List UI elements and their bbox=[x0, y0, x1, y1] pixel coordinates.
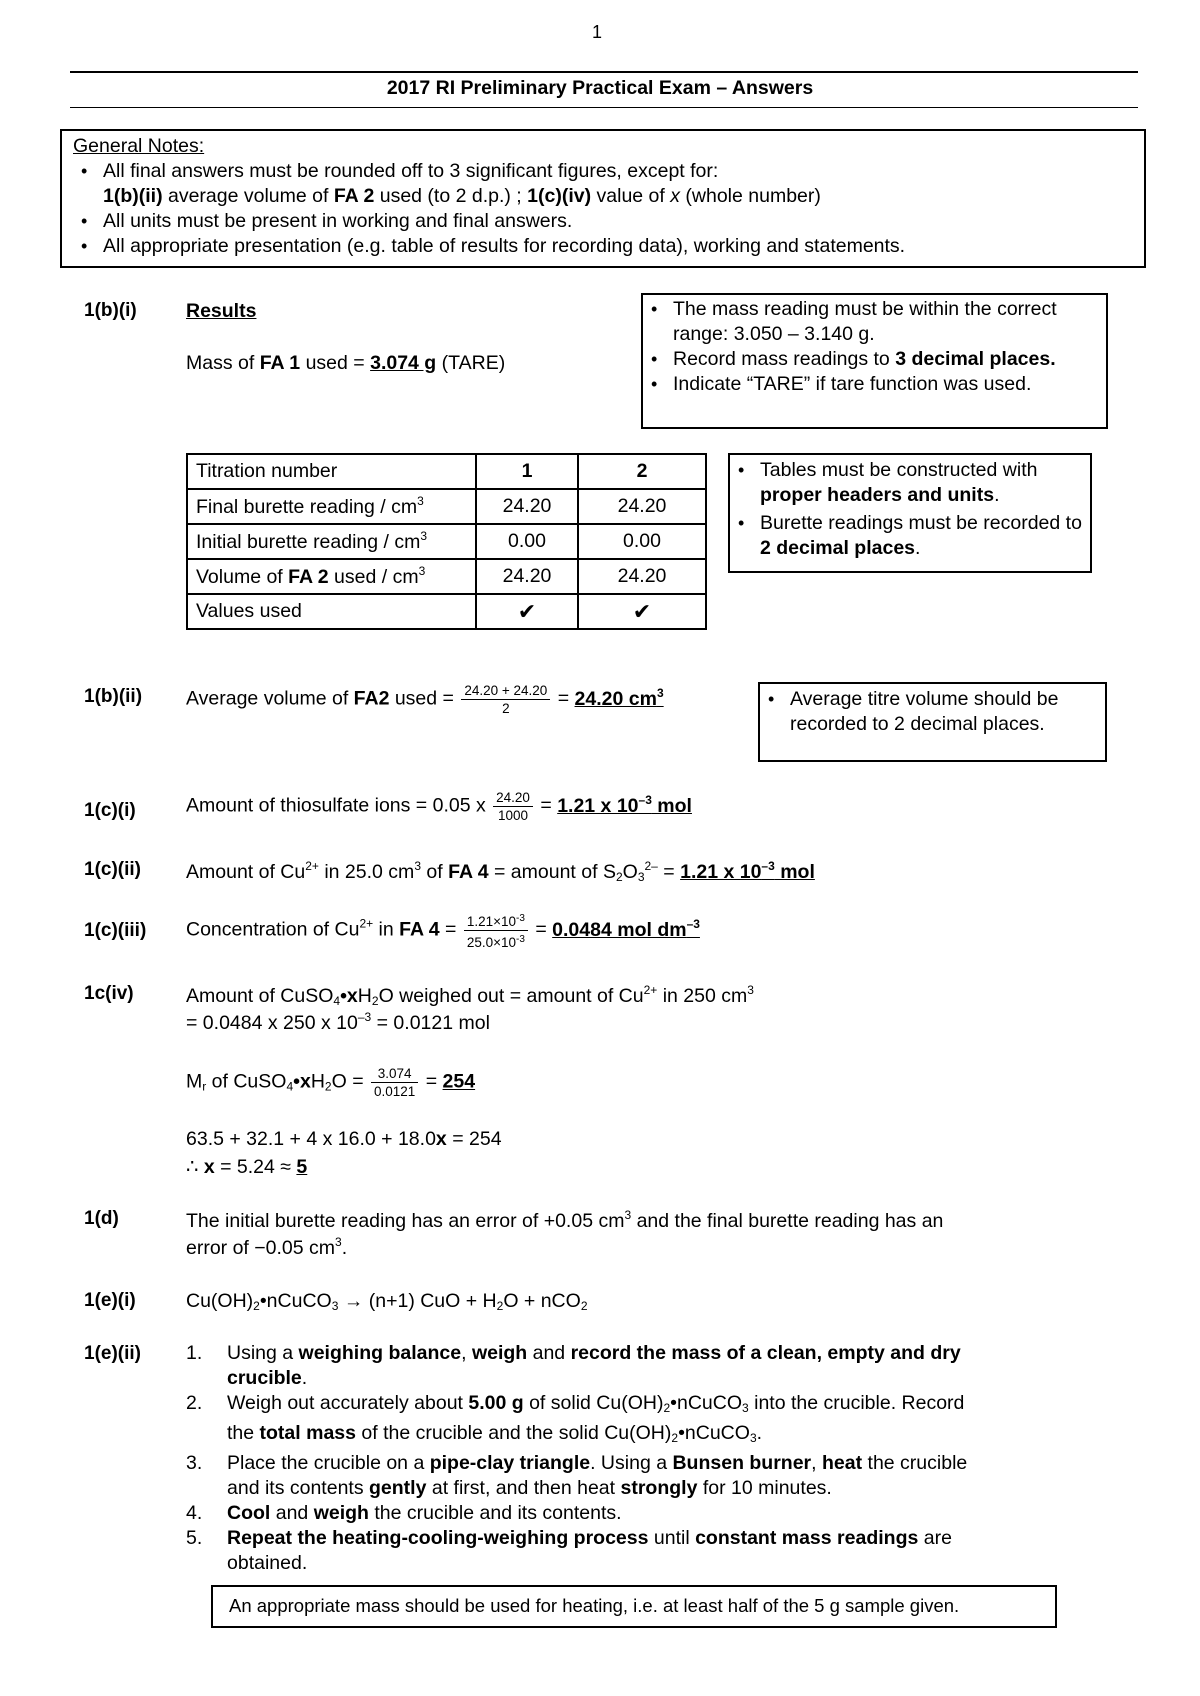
title-bottom-rule bbox=[70, 107, 1138, 108]
sub: 3 bbox=[331, 1299, 339, 1313]
text: of the crucible and the solid Cu(OH) bbox=[355, 1422, 672, 1444]
text: , bbox=[811, 1452, 822, 1474]
mass-notes-box bbox=[641, 293, 1108, 429]
procedure-step-5 bbox=[186, 1526, 1106, 1576]
note-x: x bbox=[670, 185, 680, 207]
note-text: (whole number) bbox=[679, 185, 821, 207]
text: . bbox=[915, 537, 921, 559]
text: •nCuCO bbox=[670, 1392, 743, 1414]
x: x bbox=[346, 985, 358, 1007]
general-notes-box bbox=[60, 129, 1146, 268]
text: in 25.0 cm bbox=[318, 861, 415, 883]
text: O = bbox=[331, 1070, 370, 1093]
text: . bbox=[301, 1367, 308, 1389]
text: = bbox=[529, 918, 553, 941]
text: = 254 bbox=[446, 1128, 502, 1150]
sup: 3 bbox=[624, 1208, 632, 1222]
text: H bbox=[357, 985, 372, 1007]
table-row bbox=[187, 454, 706, 489]
text: for 10 minutes. bbox=[697, 1477, 832, 1499]
sup: –3 bbox=[761, 859, 775, 873]
concentration-line bbox=[186, 910, 700, 951]
text: used = bbox=[300, 352, 371, 374]
thiosulfate-answer bbox=[557, 792, 692, 817]
cell-text: Volume of bbox=[196, 566, 289, 588]
text: in 250 cm bbox=[657, 985, 748, 1007]
cell-text: Final burette reading / cm bbox=[196, 496, 418, 518]
results-heading: Results bbox=[186, 300, 257, 322]
sup: 3 bbox=[747, 983, 754, 997]
denominator bbox=[464, 931, 528, 951]
text: 63.5 + 32.1 + 4 x 16.0 + 18.0 bbox=[186, 1128, 436, 1150]
den-text: 25.0×10 bbox=[466, 935, 517, 950]
text: . Using a bbox=[590, 1452, 673, 1474]
text: •nCuCO bbox=[259, 1290, 332, 1312]
table-notes-box bbox=[728, 453, 1092, 573]
sub: r bbox=[202, 1079, 207, 1094]
text: O weighed out = amount of Cu bbox=[378, 985, 644, 1007]
text-bold: record the mass of a clean, empty and dry bbox=[570, 1342, 961, 1364]
procedure-step-2 bbox=[186, 1391, 1106, 1451]
table-cell: 24.20 bbox=[476, 559, 578, 594]
sub: 3 bbox=[637, 870, 645, 884]
cu-amount-line bbox=[186, 859, 815, 884]
table-note-2 bbox=[730, 511, 1086, 561]
text: O + nCO bbox=[503, 1290, 581, 1312]
label-1ei: 1(e)(i) bbox=[84, 1290, 136, 1311]
dot: • bbox=[293, 1070, 300, 1093]
table-cell bbox=[187, 524, 476, 559]
text-bold: crucible bbox=[227, 1367, 302, 1389]
answer: 0.0484 mol dm bbox=[552, 918, 687, 941]
average-note: • Average titre volume should be recorded to 2 decimal places. bbox=[760, 687, 1101, 737]
text: , bbox=[461, 1342, 472, 1364]
mr-answer: 254 bbox=[442, 1070, 476, 1093]
denominator: 1000 bbox=[498, 808, 529, 823]
table-header-cell: 1 bbox=[476, 454, 578, 489]
sub: 2 bbox=[671, 1431, 679, 1445]
text: Average volume of bbox=[186, 687, 354, 710]
text: M bbox=[186, 1070, 203, 1093]
therefore-symbol: ∴ bbox=[186, 1156, 204, 1178]
label-1ciii: 1(c)(iii) bbox=[84, 920, 147, 941]
text: error of −0.05 cm bbox=[186, 1237, 336, 1259]
mass-note-1: • The mass reading must be within the correct range: 3.050 – 3.140 g. bbox=[643, 297, 1102, 347]
thiosulfate-fraction bbox=[493, 789, 533, 824]
text: . bbox=[994, 484, 1000, 506]
dot: • bbox=[340, 985, 347, 1007]
mass-note-3: • Indicate “TARE” if tare function was used. bbox=[643, 372, 1102, 397]
error-line-1 bbox=[186, 1208, 943, 1233]
text: and bbox=[527, 1342, 571, 1364]
heating-note-box bbox=[211, 1585, 1057, 1628]
text: •nCuCO bbox=[678, 1422, 750, 1444]
step-number: 3. bbox=[186, 1452, 203, 1474]
text-bold: Cool bbox=[227, 1502, 271, 1524]
text: The initial burette reading has an error of +0.05 cm bbox=[186, 1210, 625, 1232]
sup: 3 bbox=[420, 529, 428, 543]
table-header-cell: Titration number bbox=[187, 454, 476, 489]
text: = bbox=[657, 861, 681, 883]
text: the crucible bbox=[862, 1452, 968, 1474]
mr-line bbox=[186, 1065, 475, 1100]
cu-amount-answer bbox=[680, 861, 815, 883]
page-number: 1 bbox=[592, 22, 603, 42]
procedure-step-1 bbox=[186, 1341, 1106, 1391]
check-icon: ✔ bbox=[578, 594, 706, 629]
text: = 0.0121 mol bbox=[371, 1012, 490, 1034]
table-cell: 0.00 bbox=[476, 524, 578, 559]
text: and its contents bbox=[227, 1477, 370, 1499]
general-note-1 bbox=[73, 159, 1144, 209]
mass-note-2 bbox=[643, 347, 1102, 372]
sup: 3 bbox=[656, 685, 664, 700]
page-title: 2017 RI Preliminary Practical Exam – Answers bbox=[386, 77, 814, 99]
text: are bbox=[918, 1527, 952, 1549]
label-1ci: 1(c)(i) bbox=[84, 800, 136, 821]
x: x bbox=[203, 1156, 215, 1178]
text: in bbox=[373, 918, 400, 941]
text: H bbox=[310, 1070, 325, 1093]
text: and bbox=[270, 1502, 314, 1524]
x: x bbox=[299, 1070, 311, 1093]
sup: -3 bbox=[516, 913, 525, 924]
text: into the crucible. Record bbox=[748, 1392, 965, 1414]
table-cell: 24.20 bbox=[476, 489, 578, 524]
answer: 1.21 x 10 bbox=[557, 794, 639, 817]
note-text: used (to 2 d.p.) ; bbox=[374, 185, 528, 207]
sub: 3 bbox=[742, 1401, 749, 1415]
text: = 0.0484 x 250 x 10 bbox=[186, 1012, 358, 1034]
sup: 3 bbox=[418, 564, 426, 578]
general-note-2: • All units must be present in working and final answers. bbox=[73, 209, 1144, 234]
sup: –3 bbox=[686, 916, 700, 931]
fa4: FA 4 bbox=[399, 918, 440, 941]
sub: 2 bbox=[253, 1299, 260, 1313]
sub: 2 bbox=[496, 1299, 504, 1313]
x: x bbox=[435, 1128, 447, 1150]
table-row bbox=[187, 559, 706, 594]
text: Place the crucible on a bbox=[227, 1452, 430, 1474]
text: and the final burette reading has an bbox=[631, 1210, 944, 1232]
text-bold: weigh bbox=[471, 1342, 528, 1364]
table-note-1 bbox=[730, 458, 1086, 508]
text-bold: 3 decimal places. bbox=[895, 348, 1056, 370]
note-ref-1civ: 1(c)(iv) bbox=[527, 185, 592, 207]
text: . bbox=[341, 1237, 348, 1259]
text-bold: 5.00 g bbox=[468, 1392, 524, 1414]
text: Tables must be constructed with bbox=[760, 459, 1038, 481]
label-1bii: 1(b)(ii) bbox=[84, 686, 143, 707]
fa1: FA 1 bbox=[259, 352, 301, 374]
procedure-step-3 bbox=[186, 1451, 1106, 1501]
thiosulfate-line bbox=[186, 789, 692, 824]
text: the bbox=[227, 1422, 260, 1444]
label-1bi: 1(b)(i) bbox=[84, 300, 137, 321]
answer: 24.20 cm bbox=[574, 687, 657, 710]
step-number: 2. bbox=[186, 1392, 203, 1414]
text: = bbox=[552, 687, 575, 710]
answer: 1.21 x 10 bbox=[680, 861, 762, 883]
procedure-step-4 bbox=[186, 1501, 1106, 1526]
average-answer bbox=[574, 685, 664, 710]
error-line-2 bbox=[186, 1235, 347, 1260]
text-bold: Repeat the heating-cooling-weighing process bbox=[227, 1527, 649, 1549]
sup: 3 bbox=[414, 859, 421, 873]
text: = bbox=[439, 918, 462, 941]
label-1eii: 1(e)(ii) bbox=[84, 1343, 141, 1364]
text-bold: proper headers and units bbox=[760, 484, 995, 506]
text: Amount of thiosulfate ions = 0.05 x bbox=[186, 794, 492, 817]
sub: 2 bbox=[663, 1401, 671, 1415]
text: Burette readings must be recorded to bbox=[760, 512, 1082, 534]
sup: 2+ bbox=[305, 859, 319, 873]
sup: 2+ bbox=[643, 983, 658, 997]
table-row bbox=[187, 524, 706, 559]
table-cell bbox=[187, 559, 476, 594]
text: (TARE) bbox=[436, 352, 506, 374]
general-notes-list bbox=[73, 159, 1144, 259]
unit: mol bbox=[774, 861, 815, 883]
general-notes-heading: General Notes: bbox=[73, 135, 205, 157]
sub: 3 bbox=[749, 1431, 757, 1445]
fa2: FA 2 bbox=[288, 566, 329, 588]
sup: 3 bbox=[417, 494, 424, 508]
sup: -3 bbox=[516, 934, 525, 945]
average-volume-line bbox=[186, 682, 664, 717]
text: = 5.24 ≈ bbox=[214, 1156, 297, 1178]
note-fa2: FA 2 bbox=[333, 185, 375, 207]
text: = amount of S bbox=[488, 861, 616, 883]
x-calc-line bbox=[186, 1128, 502, 1151]
text: used = bbox=[389, 687, 460, 710]
text-bold: pipe-clay triangle bbox=[429, 1452, 591, 1474]
label-1civ: 1c(iv) bbox=[84, 983, 134, 1004]
numerator bbox=[464, 910, 528, 931]
table-row bbox=[187, 594, 706, 629]
text: of CuSO bbox=[206, 1070, 287, 1093]
cell-text: used / cm bbox=[328, 566, 419, 588]
numerator: 24.20 bbox=[493, 789, 533, 807]
mr-fraction bbox=[371, 1065, 418, 1100]
text: O bbox=[622, 861, 638, 883]
sup: 3 bbox=[335, 1235, 342, 1249]
text: Weigh out accurately about bbox=[227, 1392, 469, 1414]
heating-note: An appropriate mass should be used for heating, i.e. at least half of the 5 g sample given. bbox=[229, 1595, 960, 1616]
text: . bbox=[756, 1422, 763, 1444]
sub: 2 bbox=[371, 994, 379, 1008]
sub: 4 bbox=[286, 1079, 294, 1094]
note-text: value of bbox=[591, 185, 671, 207]
text: Cu(OH) bbox=[186, 1290, 254, 1312]
text: = bbox=[420, 1070, 443, 1093]
cuso4-calc-line bbox=[186, 1010, 490, 1035]
sup: 2– bbox=[644, 859, 658, 873]
text-bold: Bunsen burner bbox=[672, 1452, 812, 1474]
text: of solid Cu(OH) bbox=[523, 1392, 664, 1414]
mass-fa1-line bbox=[186, 352, 505, 375]
num-text: 1.21×10 bbox=[466, 914, 517, 929]
average-note-box bbox=[758, 682, 1107, 762]
step-number: 4. bbox=[186, 1502, 203, 1524]
text: Amount of Cu bbox=[186, 861, 306, 883]
x-answer: 5 bbox=[296, 1156, 308, 1178]
text-bold: gently bbox=[369, 1477, 427, 1499]
table-cell: 24.20 bbox=[578, 559, 706, 594]
table-cell: Values used bbox=[187, 594, 476, 629]
text: = bbox=[534, 794, 558, 817]
table-cell bbox=[187, 489, 476, 524]
table-row bbox=[187, 489, 706, 524]
label-1d: 1(d) bbox=[84, 1208, 119, 1229]
general-note-3: • All appropriate presentation (e.g. table of results for recording data), working and statements. bbox=[73, 234, 1144, 259]
table-header-cell: 2 bbox=[578, 454, 706, 489]
note-ref-1bii: 1(b)(ii) bbox=[103, 185, 163, 207]
text-bold: weigh bbox=[313, 1502, 369, 1524]
numerator: 3.074 bbox=[371, 1065, 418, 1083]
text: → (n+1) CuO + H bbox=[338, 1290, 497, 1312]
table-cell: 24.20 bbox=[578, 489, 706, 524]
text: Concentration of Cu bbox=[186, 918, 360, 941]
cuso4-amount-line bbox=[186, 983, 754, 1008]
sub: 2 bbox=[580, 1299, 588, 1313]
sup: –3 bbox=[357, 1010, 372, 1024]
sup: –3 bbox=[638, 792, 652, 807]
denominator: 0.0121 bbox=[374, 1084, 416, 1099]
text: Record mass readings to bbox=[673, 348, 896, 370]
title-top-rule bbox=[70, 71, 1138, 73]
sub: 2 bbox=[615, 870, 623, 884]
text-bold: heat bbox=[822, 1452, 863, 1474]
cell-text: Initial burette reading / cm bbox=[196, 531, 421, 553]
step-number: 5. bbox=[186, 1527, 203, 1549]
text: obtained. bbox=[227, 1552, 308, 1574]
text: of bbox=[421, 861, 449, 883]
numerator: 24.20 + 24.20 bbox=[461, 682, 550, 700]
denominator: 2 bbox=[502, 701, 510, 716]
sup: 2+ bbox=[359, 916, 374, 931]
text-bold: weighing balance bbox=[298, 1342, 462, 1364]
mass-value: 3.074 g bbox=[370, 352, 437, 374]
text: Using a bbox=[227, 1342, 299, 1364]
text-bold: total mass bbox=[259, 1422, 356, 1444]
label-1cii: 1(c)(ii) bbox=[84, 859, 141, 880]
sub: 2 bbox=[324, 1079, 332, 1094]
text-bold: constant mass readings bbox=[695, 1527, 919, 1549]
text-bold: strongly bbox=[620, 1477, 698, 1499]
fa2: FA2 bbox=[353, 687, 390, 710]
titration-table bbox=[186, 453, 707, 630]
step-number: 1. bbox=[186, 1342, 203, 1364]
text: the crucible and its contents. bbox=[368, 1502, 622, 1524]
text: at first, and then heat bbox=[426, 1477, 621, 1499]
check-icon: ✔ bbox=[476, 594, 578, 629]
text: until bbox=[648, 1527, 696, 1549]
unit: mol bbox=[651, 794, 692, 817]
concentration-fraction bbox=[464, 910, 528, 951]
table-cell: 0.00 bbox=[578, 524, 706, 559]
concentration-answer bbox=[552, 916, 700, 941]
text-bold: 2 decimal places bbox=[760, 537, 916, 559]
decomposition-equation bbox=[186, 1290, 588, 1313]
text: Amount of CuSO bbox=[186, 985, 334, 1007]
procedure-list bbox=[186, 1341, 1106, 1576]
note-text: average volume of bbox=[162, 185, 334, 207]
average-fraction bbox=[461, 682, 550, 717]
general-note-1-text: All final answers must be rounded off to 3 significant figures, except for: bbox=[103, 160, 719, 182]
sub: 4 bbox=[333, 994, 341, 1008]
fa4: FA 4 bbox=[448, 861, 489, 883]
x-final-line bbox=[186, 1155, 307, 1179]
text: Mass of bbox=[186, 352, 260, 374]
